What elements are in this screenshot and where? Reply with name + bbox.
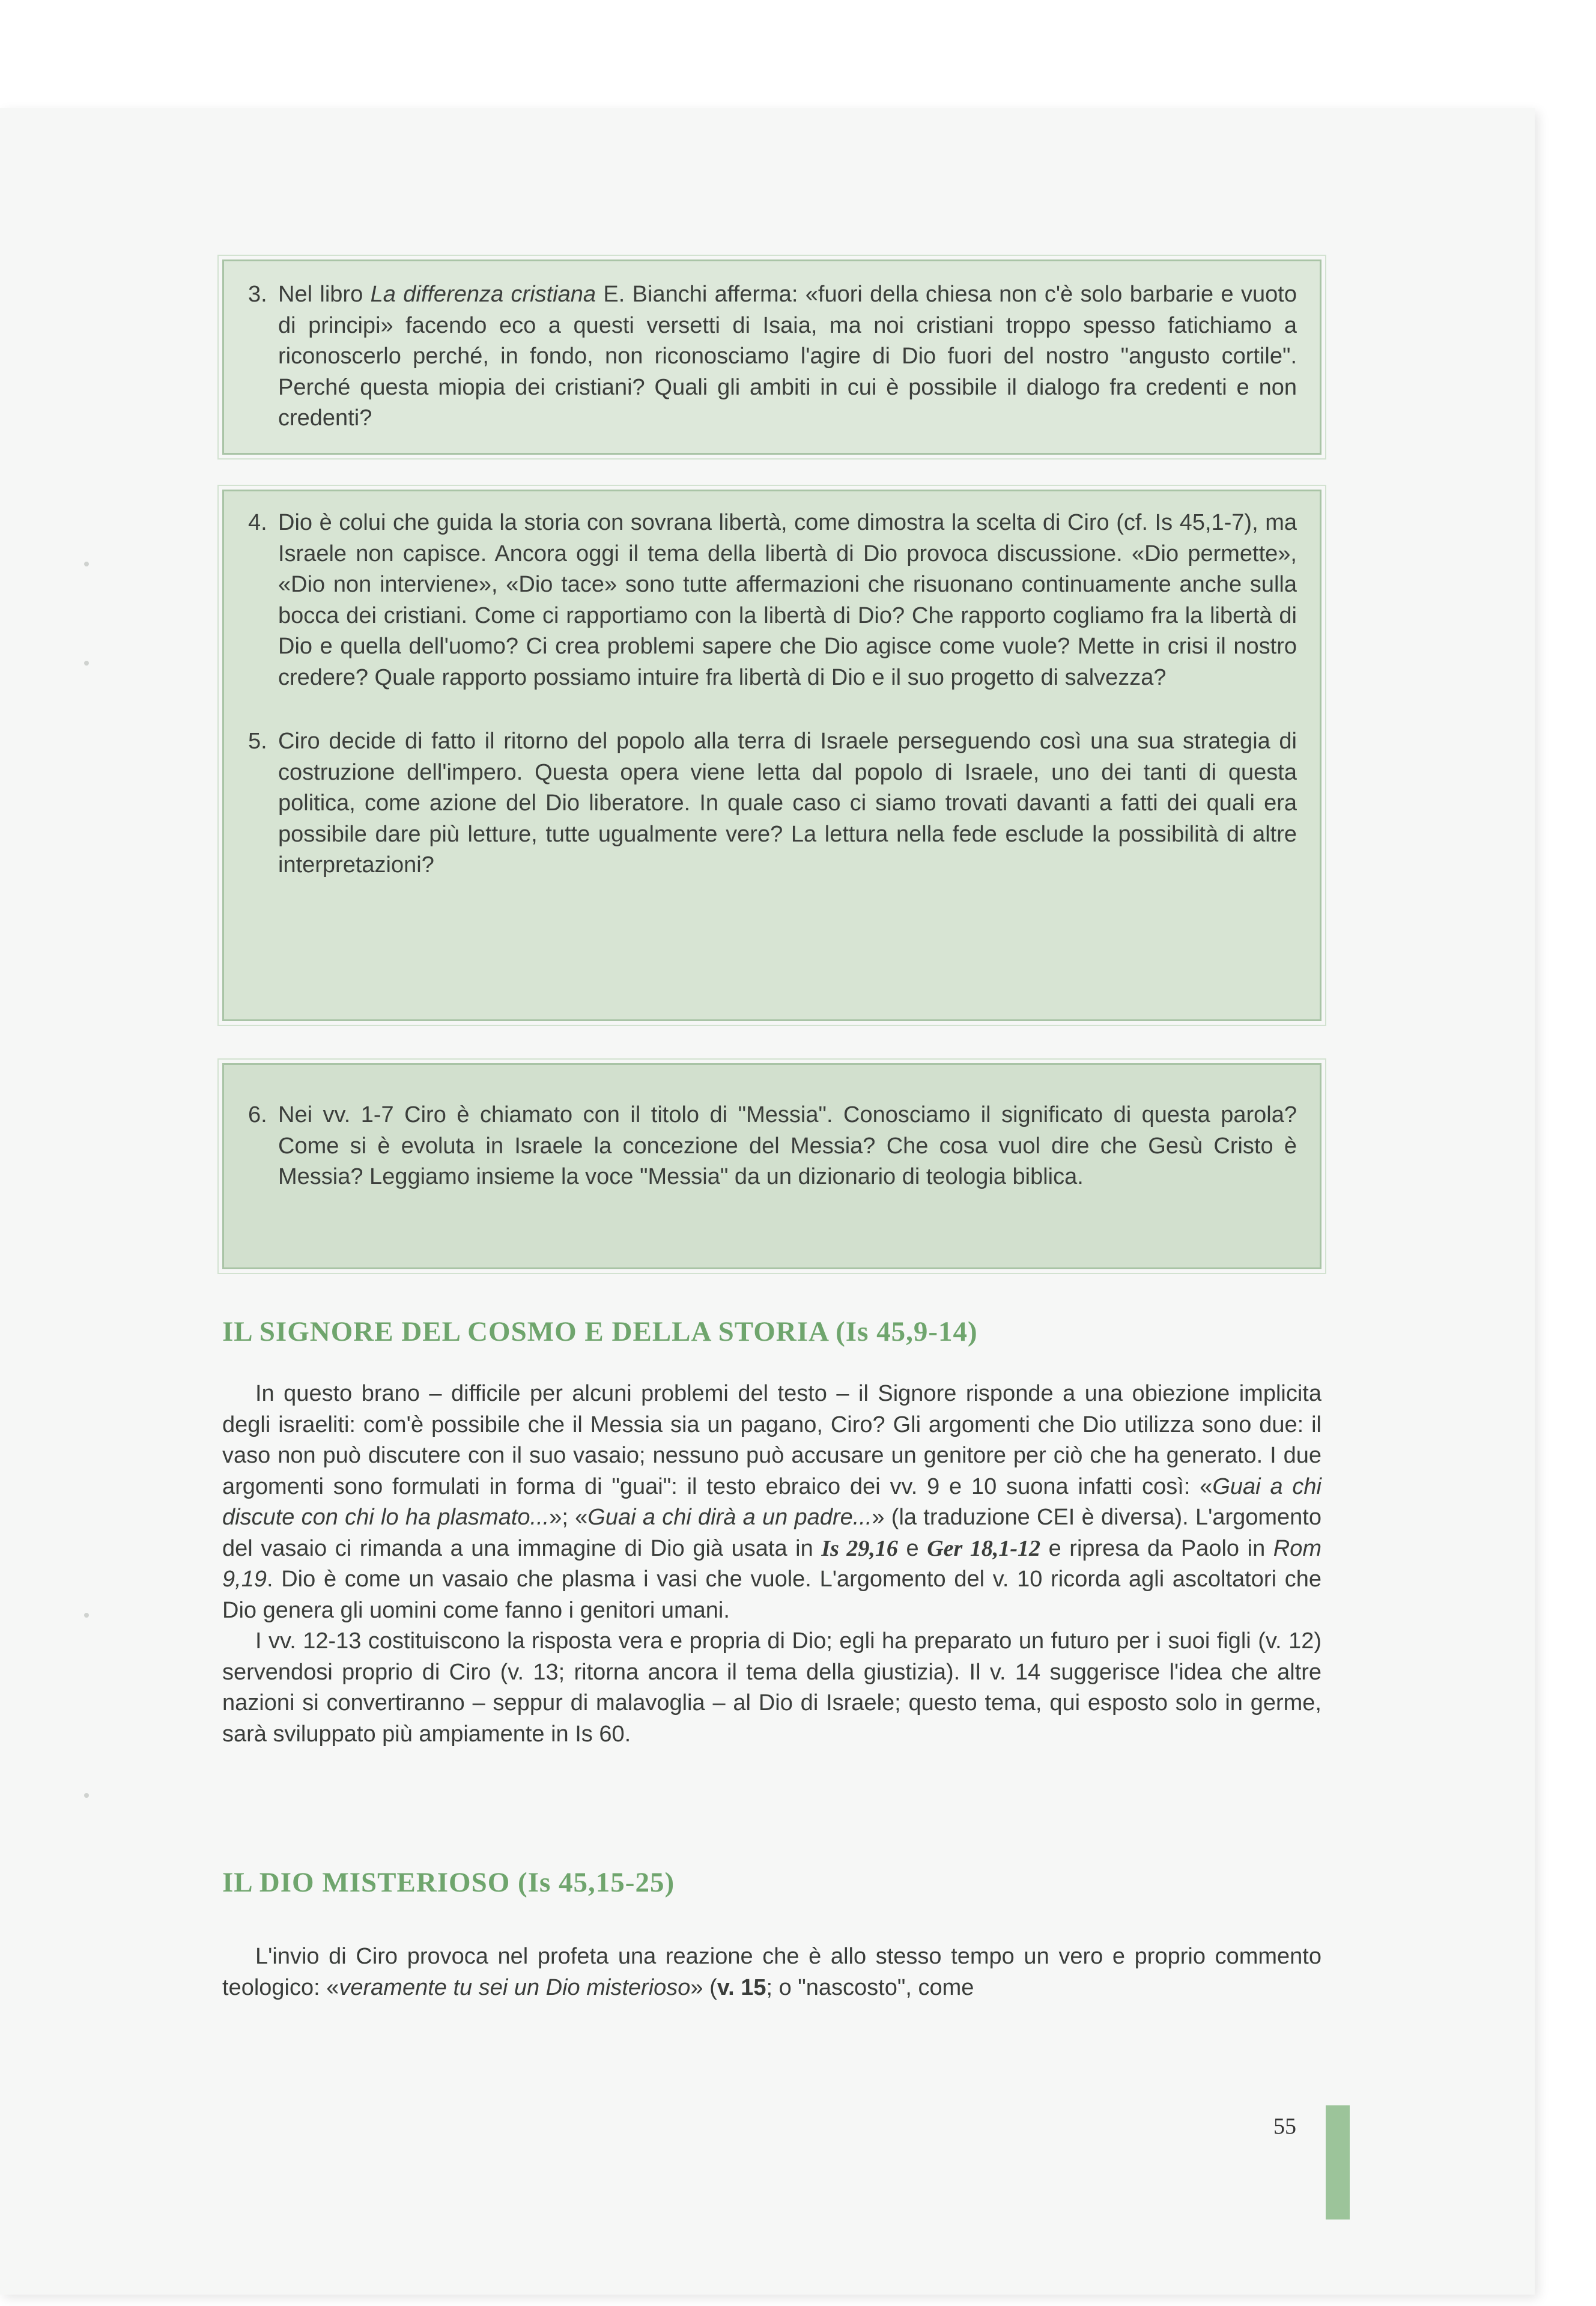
question-item — [248, 508, 1297, 693]
section-heading: IL SIGNORE DEL COSMO E DELLA STORIA (Is 45,9-14) — [222, 1316, 978, 1347]
question-item — [248, 1100, 1297, 1193]
punch-hole-mark — [84, 562, 89, 566]
question-text: Dio è colui che guida la storia con sovrana libertà, come dimostra la scelta di Ciro (cf. Is 45,1-7), ma Israele non capisce. Ancora oggi il tema della libertà di Dio provoca discussione. «Dio permette», «Dio non interviene», «Dio tace» sono tutte affermazioni che risuonano continuamente anche sulla bocca dei cristiani. Come ci rapportiamo con la libertà di Dio? Che rapporto cogliamo fra la libertà di Dio e quella dell'uomo? Ci crea problemi sapere che Dio agisce come vuole? Mette in crisi il nostro credere? Quale rapporto possiamo intuire fra libertà di Dio e il suo progetto di salvezza? — [278, 510, 1297, 690]
punch-hole-mark — [84, 1613, 89, 1618]
section-body — [222, 1379, 1321, 1750]
book-title: La differenza cristiana — [370, 282, 596, 307]
question-text: Nei vv. 1-7 Ciro è chiamato con il titolo di "Messia". Conosciamo il significato di questa parola? Come si è evoluta in Israele la concezione del Messia? Che cosa vuol dire che Gesù Cristo è Messia? Leggiamo insieme la voce "Messia" da un dizionario di teologia biblica. — [278, 1102, 1297, 1189]
paragraph: In questo brano – difficile per alcuni problemi del testo – il Signore risponde a una obiezione implicita degli israeliti: com'è possibile che il Messia sia un pagano, Ciro? Gli argomenti che Dio utilizza sono due: il vaso non può discutere con il suo vasaio; nessuno può accusare un genitore per ciò che ha generato. I due argomenti sono formulati in forma di "guai": il testo ebraico dei vv. 9 e 10 suona infatti così: «Guai a chi discute con chi lo ha plasmato...»; «Guai a chi dirà a un padre...» (la traduzione CEI è diversa). L'argomento del vasaio ci rimanda a una immagine di Dio già usata in Is 29,16 e Ger 18,1-12 e ripresa da Paolo in Rom 9,19. Dio è come un vasaio che plasma i vasi che vuole. L'argomento del v. 10 ricorda agli ascoltatori che Dio genera gli uomini come fanno i genitori umani. — [222, 1381, 1322, 1623]
question-item — [248, 279, 1297, 434]
question-text: Ciro decide di fatto il ritorno del popolo alla terra di Israele perseguendo così una sua strategia di costruzione dell'impero. Questa opera viene letta dal popolo di Israele, uno dei tanti di questa politica, come azione del Dio liberatore. In quale caso ci siamo trovati davanti a fatti dei quali era possibile dare più letture, tutte ugualmente vere? La lettura nella fede esclude la possibilità di altre interpretazioni? — [278, 729, 1297, 878]
page-number: 55 — [1273, 2114, 1296, 2139]
question-item — [248, 726, 1297, 881]
paragraph: I vv. 12-13 costituiscono la risposta vera e propria di Dio; egli ha preparato un futuro per i suoi figli (v. 12) servendosi proprio di Ciro (v. 13; ritorna ancora il tema della giustizia). Il v. 14 suggerisce l'idea che altre nazioni si convertiranno – seppur di malavoglia – al Dio di Israele; questo tema, qui esposto solo in germe, sarà sviluppato più ampiamente in Is 60. — [222, 1628, 1321, 1747]
scripture-reference: Rom 9,19 — [222, 1535, 1322, 1592]
question-box-2 — [222, 490, 1321, 1021]
question-number: 5. — [248, 729, 267, 754]
question-box-1 — [222, 259, 1321, 455]
scripture-reference: Is 29,16 — [821, 1535, 898, 1561]
question-box-3 — [222, 1063, 1321, 1269]
question-number: 3. — [248, 282, 267, 307]
scripture-reference: Ger 18,1-12 — [927, 1535, 1040, 1561]
paragraph: L'invio di Ciro provoca nel profeta una reazione che è allo stesso tempo un vero e proprio commento teologico: «veramente tu sei un Dio misterioso» (v. 15; o "nascosto", come — [222, 1944, 1321, 2000]
punch-hole-mark — [84, 1793, 89, 1798]
question-text: Nel libro La differenza cristiana E. Bianchi afferma: «fuori della chiesa non c'è solo barbarie e vuoto di principi» facendo eco a questi versetti di Isaia, ma noi cristiani troppo spesso fatichiamo a riconoscerlo perché, in fondo, non riconosciamo l'agire di Dio fuori del nostro "angusto cortile". Perché questa miopia dei cristiani? Quali gli ambiti in cui è possibile il dialogo fra credenti e non credenti? — [278, 282, 1297, 431]
question-number: 4. — [248, 510, 267, 535]
margin-color-bar — [1326, 2105, 1350, 2220]
question-number: 6. — [248, 1102, 267, 1127]
section-body — [222, 1941, 1321, 2003]
section-heading: IL DIO MISTERIOSO (Is 45,15-25) — [222, 1867, 675, 1898]
punch-hole-mark — [84, 661, 89, 666]
